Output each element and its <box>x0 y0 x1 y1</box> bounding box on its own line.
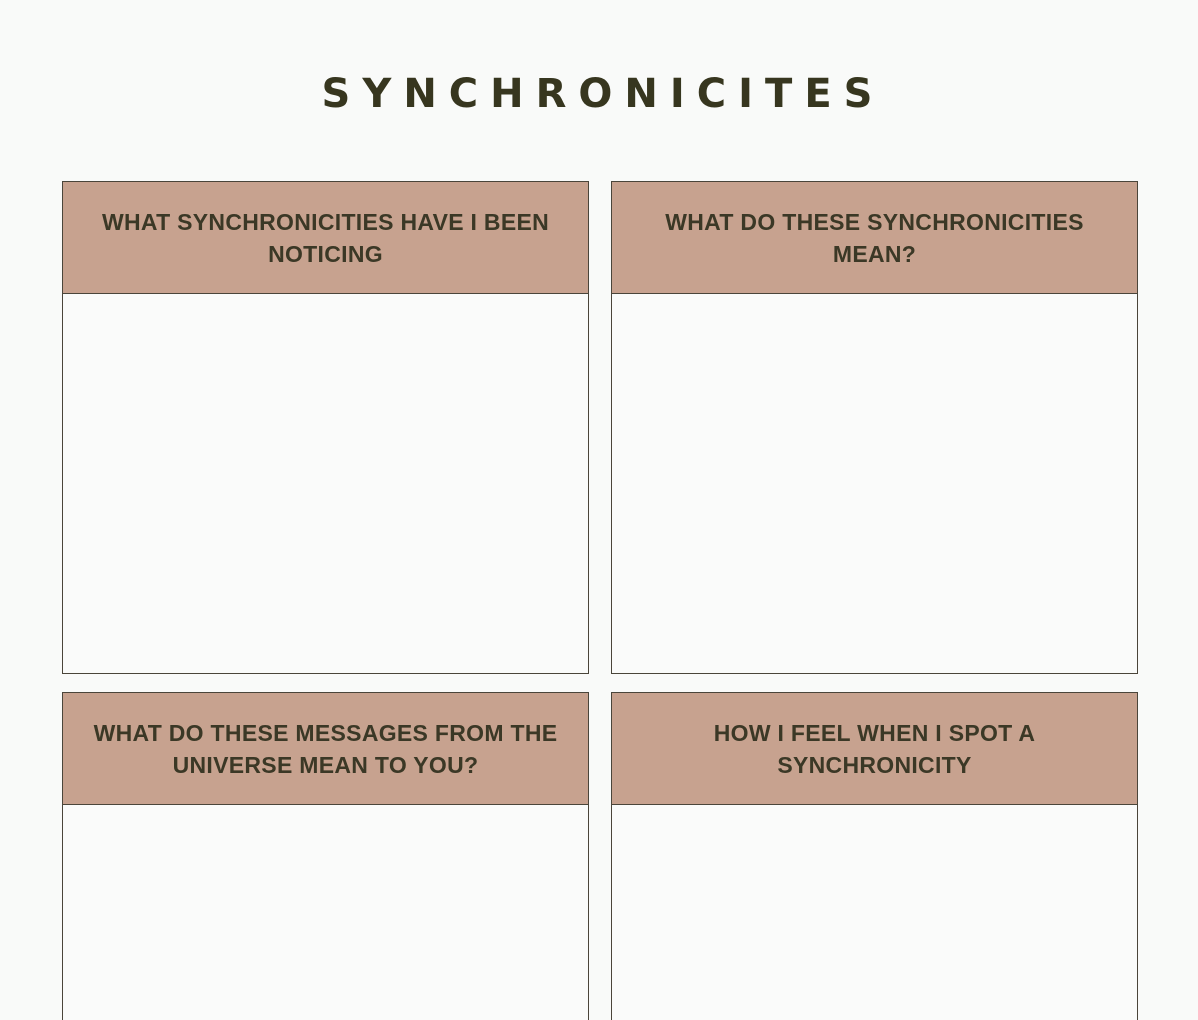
section-feelings <box>611 692 1138 1020</box>
page-title: SYNCHRONICITES <box>321 71 885 117</box>
section-heading: WHAT SYNCHRONICITIES HAVE I BEEN NOTICING <box>101 208 550 267</box>
section-header <box>63 182 588 294</box>
section-heading: WHAT DO THESE SYNCHRONICITIES MEAN? <box>665 208 1084 267</box>
section-synchronicities-meaning <box>611 181 1138 674</box>
section-header <box>612 693 1137 805</box>
section-universe-messages <box>62 692 589 1020</box>
section-header <box>63 693 588 805</box>
section-heading: WHAT DO THESE MESSAGES FROM THE UNIVERSE MEAN TO YOU? <box>93 719 558 778</box>
section-heading: HOW I FEEL WHEN I SPOT A SYNCHRONICITY <box>713 719 1036 778</box>
section-synchronicities-noticed <box>62 181 589 674</box>
section-header <box>612 182 1137 294</box>
